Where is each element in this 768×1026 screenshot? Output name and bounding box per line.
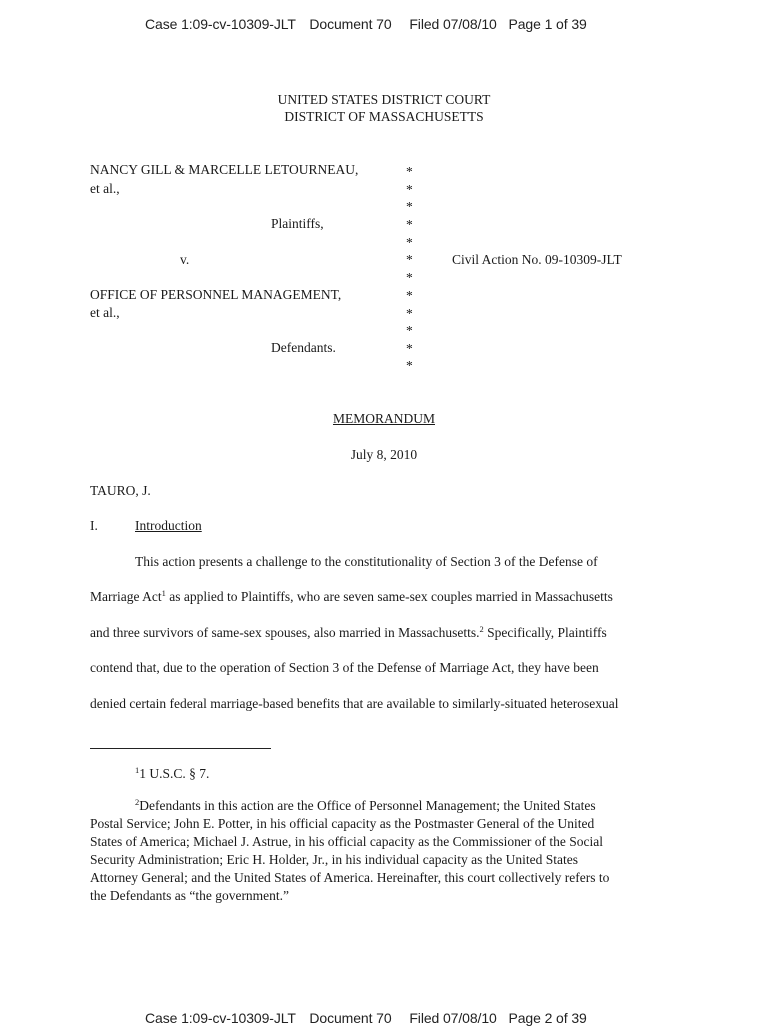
footnote-ref-1: 1 bbox=[161, 588, 166, 598]
versus: v. bbox=[180, 252, 190, 267]
document-number: Document 70 bbox=[309, 16, 392, 32]
body-line: denied certain federal marriage-based benefits that are available to similarly-situated heterosexual bbox=[90, 696, 619, 711]
judge-name: TAURO, J. bbox=[90, 483, 151, 498]
memorandum-date: July 8, 2010 bbox=[350, 447, 418, 462]
footnote-1: $^1$1 U.S.C. § 7. bbox=[135, 765, 210, 781]
caption-star: * bbox=[406, 358, 413, 373]
body-line: This action presents a challenge to the constitutionality of Section 3 of the Defense of bbox=[135, 554, 598, 569]
body-line: contend that, due to the operation of Section 3 of the Defense of Marriage Act, they have been bbox=[90, 660, 599, 675]
filed-date: Filed 07/08/10 bbox=[409, 16, 497, 32]
footnote-separator bbox=[90, 748, 271, 749]
case-number: Case 1:09-cv-10309-JLT bbox=[145, 16, 296, 32]
plaintiffs-name: NANCY GILL & MARCELLE LETOURNEAU, bbox=[90, 162, 359, 177]
section-heading: Introduction bbox=[135, 518, 202, 533]
footnote-line: Security Administration; Eric H. Holder, Jr., in his individual capacity as the United States bbox=[90, 852, 578, 867]
caption-star: * bbox=[406, 288, 413, 303]
caption-star: * bbox=[406, 270, 413, 285]
civil-action-number: Civil Action No. 09-10309-JLT bbox=[452, 252, 622, 267]
caption-star: * bbox=[406, 199, 413, 214]
defendants-label: Defendants. bbox=[271, 340, 336, 355]
caption-star: * bbox=[406, 235, 413, 250]
footnote-line: the Defendants as “the government.” bbox=[90, 888, 290, 903]
next-page-header: Case 1:09-cv-10309-JLT Document 70 Filed 07/08/10 Page 2 of 39 bbox=[145, 1010, 587, 1026]
caption-star: * bbox=[406, 341, 413, 356]
caption-star: * bbox=[406, 182, 413, 197]
defendants-name: OFFICE OF PERSONNEL MANAGEMENT, bbox=[90, 287, 342, 302]
caption-star: * bbox=[406, 323, 413, 338]
court-name: UNITED STATES DISTRICT COURT bbox=[277, 92, 491, 107]
section-number: I. bbox=[90, 518, 98, 533]
footnote-line: Postal Service; John E. Potter, in his official capacity as the Postmaster General of the United bbox=[90, 816, 595, 831]
defendants-etal: et al., bbox=[90, 305, 120, 320]
footnote-line: States of America; Michael J. Astrue, in his official capacity as the Commissioner of the Social bbox=[90, 834, 604, 849]
caption-star: * bbox=[406, 252, 413, 267]
footnote-ref-2: 2 bbox=[479, 624, 484, 634]
page-header bbox=[145, 16, 587, 32]
court-district: DISTRICT OF MASSACHUSETTS bbox=[284, 109, 484, 124]
plaintiffs-label: Plaintiffs, bbox=[271, 216, 324, 231]
plaintiffs-etal: et al., bbox=[90, 181, 120, 196]
document-title: MEMORANDUM bbox=[332, 411, 435, 426]
caption-star: * bbox=[406, 164, 413, 179]
body-line: Marriage Act$^1$ as applied to Plaintiffs, who are seven same-sex couples married in Massachusetts bbox=[90, 588, 613, 604]
page-number: Page 1 of 39 bbox=[508, 16, 587, 32]
caption-star: * bbox=[406, 306, 413, 321]
footnote-line: Attorney General; and the United States of America. Hereinafter, this court collectively refers to bbox=[90, 870, 610, 885]
body-line: and three survivors of same-sex spouses, also married in Massachusetts.$^2$ Specifically, Plaintiffs bbox=[90, 624, 607, 640]
caption-star: * bbox=[406, 217, 413, 232]
